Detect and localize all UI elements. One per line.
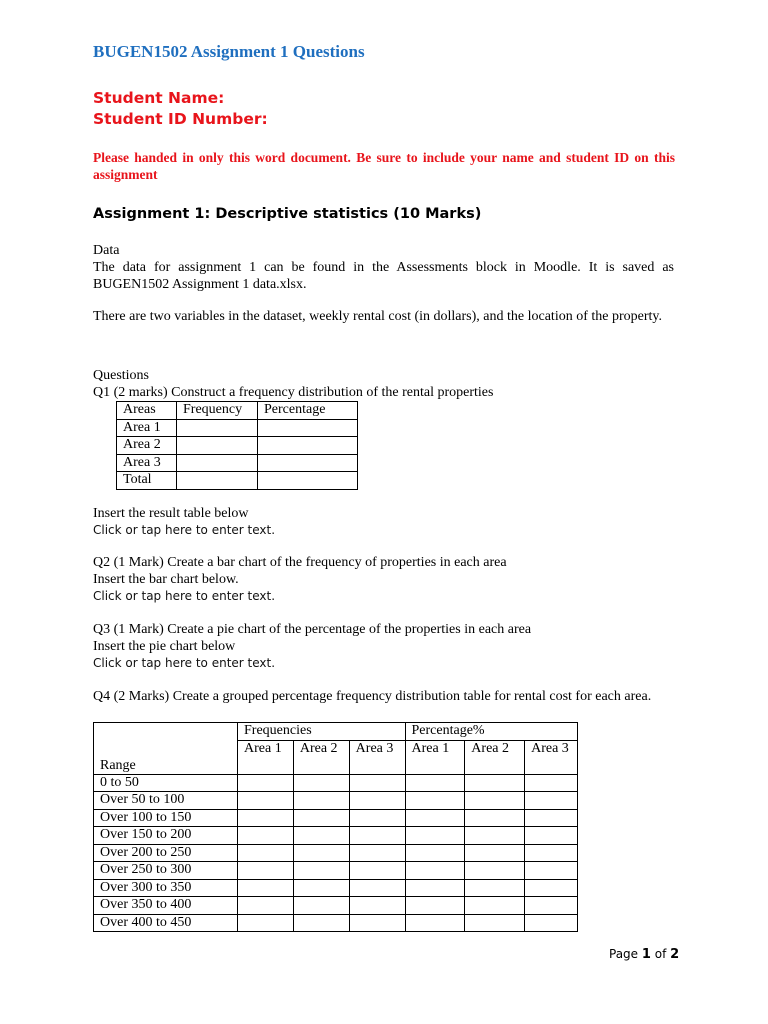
table-row [94, 879, 578, 897]
q4-freq-area3[interactable]: Area 3 [349, 740, 405, 774]
table-cell[interactable] [349, 774, 405, 792]
q1-insert-text: Insert the result table below [93, 506, 249, 521]
student-id-label: Student ID Number: [93, 110, 268, 128]
q4-row-label[interactable]: Over 350 to 400 [94, 897, 238, 915]
table-cell[interactable] [465, 809, 525, 827]
table-cell[interactable] [293, 792, 349, 810]
table-cell[interactable] [405, 844, 465, 862]
table-row [94, 809, 578, 827]
variables-paragraph: There are two variables in the dataset, weekly rental cost (in dollars), and the location of the property. [93, 309, 662, 324]
q1-header-areas[interactable]: Areas [117, 402, 177, 420]
table-row [94, 827, 578, 845]
table-cell[interactable] [465, 774, 525, 792]
q1-row-label[interactable]: Total [117, 472, 177, 490]
questions-heading: Questions [93, 368, 149, 383]
table-cell[interactable] [177, 419, 258, 437]
q1-header-frequency[interactable]: Frequency [177, 402, 258, 420]
table-row [94, 774, 578, 792]
q4-row-label[interactable]: Over 100 to 150 [94, 809, 238, 827]
q1-text: Q1 (2 marks) Construct a frequency distribution of the rental properties [93, 385, 494, 400]
q2-text: Q2 (1 Mark) Create a bar chart of the frequency of properties in each area [93, 555, 507, 570]
table-cell[interactable] [405, 879, 465, 897]
table-cell[interactable] [405, 792, 465, 810]
table-cell[interactable] [349, 914, 405, 932]
q3-text: Q3 (1 Mark) Create a pie chart of the percentage of the properties in each area [93, 622, 532, 637]
table-cell[interactable] [525, 774, 578, 792]
q4-row-label[interactable]: Over 50 to 100 [94, 792, 238, 810]
table-cell[interactable] [258, 454, 358, 472]
table-row [94, 844, 578, 862]
table-cell[interactable] [293, 844, 349, 862]
table-cell[interactable] [238, 914, 294, 932]
table-cell[interactable] [349, 862, 405, 880]
q2-block [93, 554, 674, 588]
q1-answer-placeholder[interactable]: Click or tap here to enter text. [93, 523, 276, 537]
q4-pct-area3[interactable]: Area 3 [525, 740, 578, 774]
table-cell[interactable] [293, 827, 349, 845]
document-title: BUGEN1502 Assignment 1 Questions [93, 42, 365, 61]
table-cell[interactable] [349, 792, 405, 810]
table-cell[interactable] [293, 862, 349, 880]
table-row [117, 419, 358, 437]
table-cell[interactable] [525, 844, 578, 862]
table-cell[interactable] [525, 809, 578, 827]
q4-row-label[interactable]: 0 to 50 [94, 774, 238, 792]
table-cell[interactable] [349, 844, 405, 862]
table-row [117, 437, 358, 455]
table-row [94, 792, 578, 810]
table-cell[interactable] [525, 827, 578, 845]
q1-frequency-table [116, 401, 358, 490]
table-cell[interactable] [349, 879, 405, 897]
q4-freq-area1[interactable]: Area 1 [238, 740, 294, 774]
table-cell[interactable] [238, 844, 294, 862]
table-row [117, 472, 358, 490]
table-cell[interactable] [177, 472, 258, 490]
q1-row-label[interactable]: Area 3 [117, 454, 177, 472]
section-heading: Assignment 1: Descriptive statistics (10 Marks) [93, 206, 482, 222]
q4-text: Q4 (2 Marks) Create a grouped percentage frequency distribution table for rental cost for each area. [93, 689, 652, 704]
data-paragraph [93, 242, 674, 293]
q1-header-percentage[interactable]: Percentage [258, 402, 358, 420]
table-cell[interactable] [525, 914, 578, 932]
q4-row-label[interactable]: Over 150 to 200 [94, 827, 238, 845]
data-heading: Data [93, 243, 120, 258]
q3-block [93, 621, 674, 655]
q4-pct-area2[interactable]: Area 2 [465, 740, 525, 774]
q4-header-percentage[interactable]: Percentage% [405, 723, 578, 741]
table-cell[interactable] [465, 914, 525, 932]
table-cell[interactable] [349, 809, 405, 827]
questions-block [93, 367, 674, 401]
table-cell[interactable] [177, 437, 258, 455]
table-cell[interactable] [238, 879, 294, 897]
page-footer [609, 947, 679, 962]
q1-row-label[interactable]: Area 2 [117, 437, 177, 455]
table-cell[interactable] [238, 774, 294, 792]
table-cell[interactable] [293, 879, 349, 897]
table-cell[interactable] [405, 774, 465, 792]
q4-row-label[interactable]: Over 400 to 450 [94, 914, 238, 932]
footer-total-pages: 2 [670, 947, 680, 962]
table-cell[interactable] [177, 454, 258, 472]
table-cell[interactable] [465, 827, 525, 845]
data-text: The data for assignment 1 can be found in the Assessments block in Moodle. It is saved as BUGEN1502 Assignment 1 data.xlsx. [93, 260, 674, 292]
table-row [94, 862, 578, 880]
table-cell[interactable] [525, 862, 578, 880]
table-cell[interactable] [293, 897, 349, 915]
q2-insert-text: Insert the bar chart below. [93, 572, 239, 587]
table-cell[interactable] [525, 897, 578, 915]
table-row [117, 454, 358, 472]
footer-current-page: 1 [641, 947, 651, 962]
table-cell[interactable] [405, 914, 465, 932]
footer-of-word: of [654, 947, 667, 961]
q1-row-label[interactable]: Area 1 [117, 419, 177, 437]
table-cell[interactable] [238, 862, 294, 880]
table-cell[interactable] [293, 809, 349, 827]
table-cell[interactable] [293, 774, 349, 792]
table-cell[interactable] [405, 897, 465, 915]
q3-insert-text: Insert the pie chart below [93, 639, 236, 654]
q3-answer-placeholder[interactable]: Click or tap here to enter text. [93, 656, 276, 670]
q4-row-label[interactable]: Over 250 to 300 [94, 862, 238, 880]
table-cell[interactable] [349, 827, 405, 845]
table-cell[interactable] [405, 827, 465, 845]
table-row [94, 914, 578, 932]
table-cell[interactable] [405, 809, 465, 827]
table-cell[interactable] [258, 472, 358, 490]
table-cell[interactable] [238, 792, 294, 810]
q4-row-label[interactable]: Over 200 to 250 [94, 844, 238, 862]
table-cell[interactable] [465, 879, 525, 897]
table-cell[interactable] [238, 827, 294, 845]
student-name-label: Student Name: [93, 89, 225, 107]
table-cell[interactable] [405, 862, 465, 880]
table-row [94, 897, 578, 915]
q4-group-header-row [94, 723, 578, 741]
table-cell[interactable] [465, 862, 525, 880]
table-cell[interactable] [258, 419, 358, 437]
q4-row-label[interactable]: Over 300 to 350 [94, 879, 238, 897]
table-cell[interactable] [525, 879, 578, 897]
table-cell[interactable] [349, 897, 405, 915]
q4-header-range[interactable]: Range [94, 723, 238, 775]
table-cell[interactable] [465, 844, 525, 862]
q4-pct-area1[interactable]: Area 1 [405, 740, 465, 774]
submission-notice: Please handed in only this word document. Be sure to include your name and student ID on this assignment [93, 150, 675, 182]
q4-header-frequencies[interactable]: Frequencies [238, 723, 405, 741]
table-cell[interactable] [465, 792, 525, 810]
footer-page-word: Page [609, 947, 639, 961]
table-cell[interactable] [465, 897, 525, 915]
table-cell[interactable] [258, 437, 358, 455]
table-cell[interactable] [238, 809, 294, 827]
q4-freq-area2[interactable]: Area 2 [293, 740, 349, 774]
table-cell[interactable] [525, 792, 578, 810]
q1-header-row [117, 402, 358, 420]
q2-answer-placeholder[interactable]: Click or tap here to enter text. [93, 589, 276, 603]
table-cell[interactable] [238, 897, 294, 915]
q4-grouped-table [93, 722, 578, 932]
table-cell[interactable] [293, 914, 349, 932]
